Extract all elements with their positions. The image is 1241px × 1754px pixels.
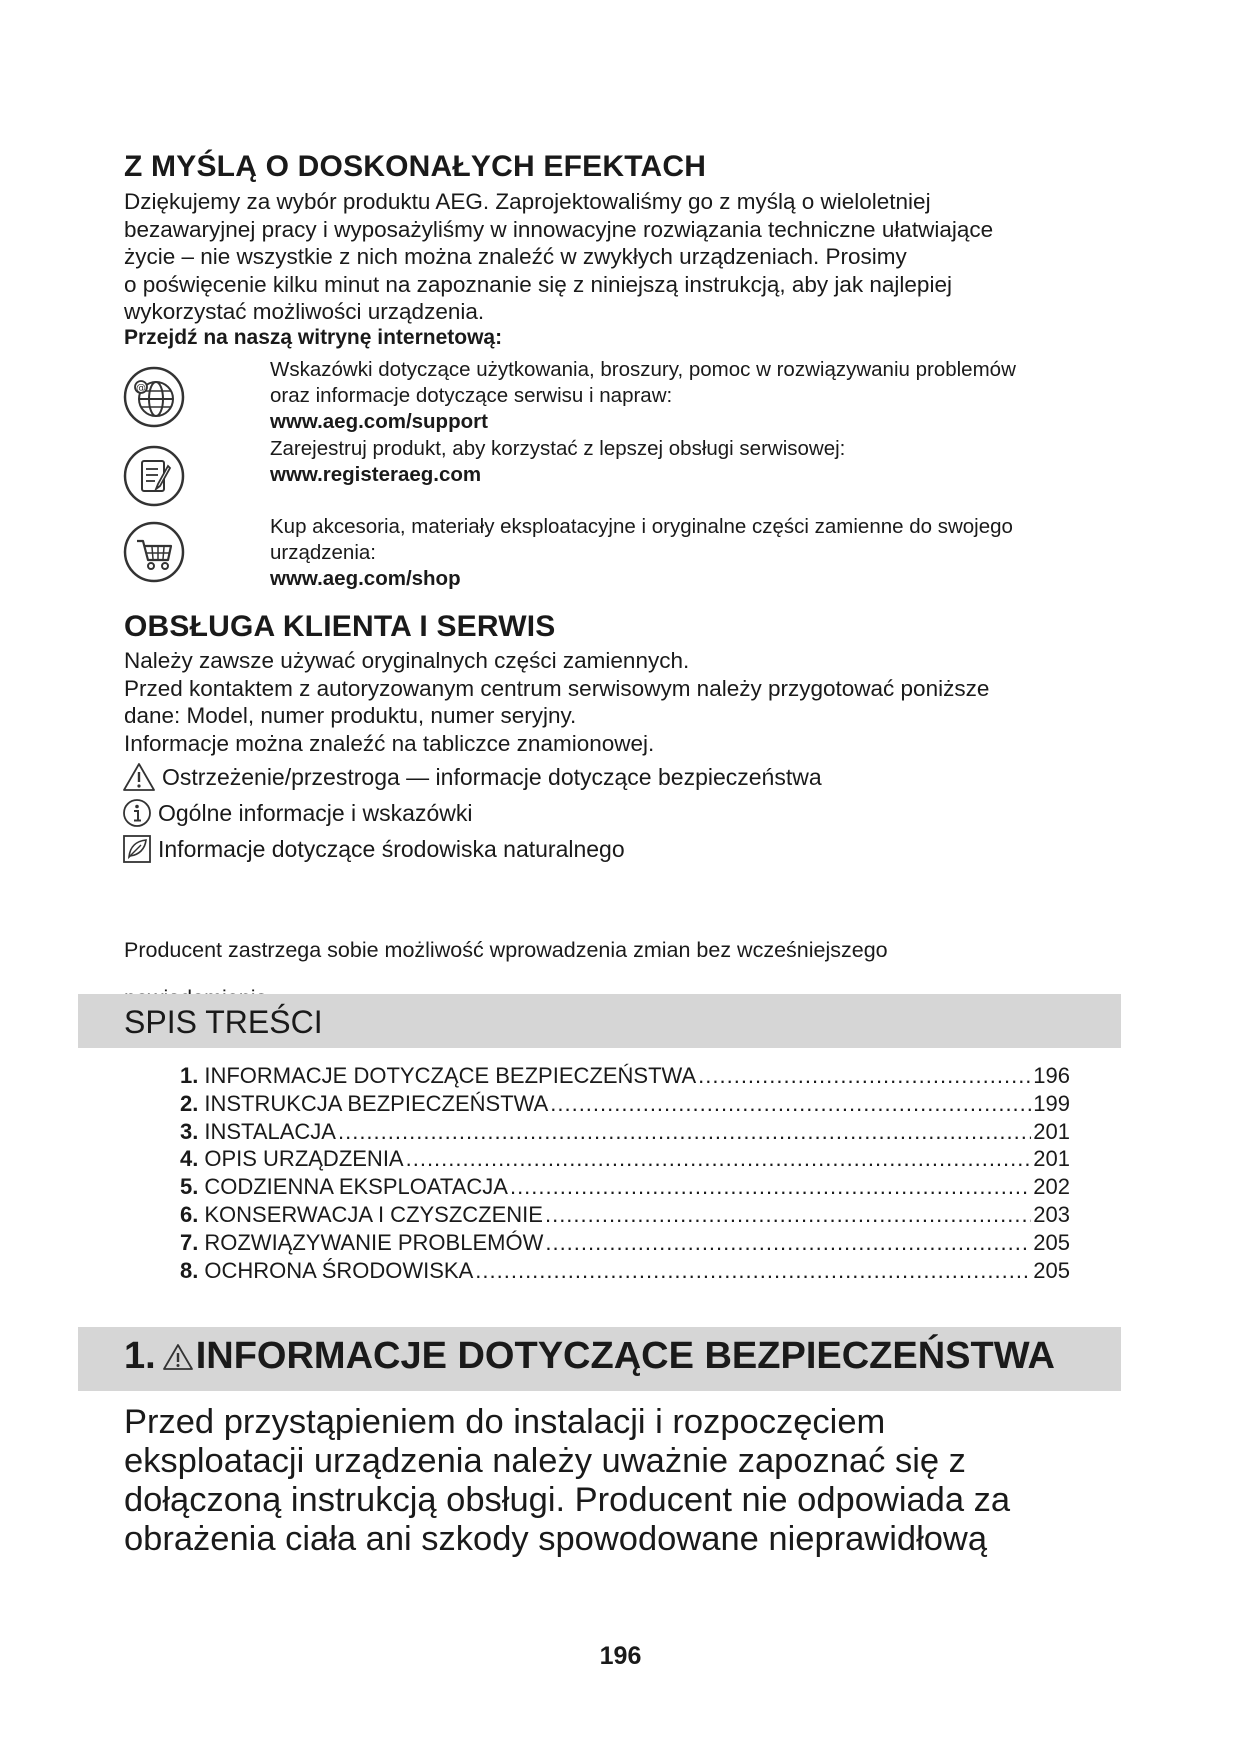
toc-leader <box>545 1230 1031 1256</box>
toc-leader <box>545 1202 1031 1228</box>
toc-number: 4. <box>180 1146 199 1172</box>
toc-page: 201 <box>1033 1118 1070 1144</box>
intro-line: życie – nie wszystkie z nich można znaleźć w zwykłych urządzeniach. Prosimy <box>124 244 907 269</box>
toc-list <box>180 1063 1070 1285</box>
leaf-icon <box>122 834 152 864</box>
intro-paragraph <box>124 188 1124 326</box>
toc-number: 5. <box>180 1174 199 1200</box>
toc-leader <box>698 1063 1031 1089</box>
toc-number: 3. <box>180 1118 199 1144</box>
intro-line: bezawaryjnej pracy i wyposażyliśmy w innowacyjne rozwiązania techniczne ułatwiające <box>124 216 994 242</box>
link-description: Zarejestruj produkt, aby korzystać z lepszej obsługi serwisowej: <box>270 437 846 460</box>
toc-entry[interactable] <box>180 1258 1070 1286</box>
toc-title-text: OCHRONA ŚRODOWISKA <box>204 1257 474 1283</box>
toc-title-text: KONSERWACJA I CZYSZCZENIE <box>204 1201 543 1227</box>
toc-page: 203 <box>1033 1201 1070 1227</box>
legend-text: Informacje dotyczące środowiska naturalnego <box>158 835 625 862</box>
legend-environment <box>122 834 625 864</box>
toc-entry[interactable] <box>180 1174 1070 1202</box>
toc-page: 205 <box>1033 1257 1070 1283</box>
info-icon <box>122 798 152 828</box>
warning-icon <box>122 762 156 792</box>
shop-link-block <box>270 514 1120 592</box>
service-line: Należy zawsze używać oryginalnych części zamiennych. <box>124 648 690 673</box>
toc-page: 196 <box>1033 1063 1070 1088</box>
toc-page: 199 <box>1033 1090 1070 1116</box>
toc-number: 2. <box>180 1090 199 1116</box>
link-description: oraz informacje dotyczące serwisu i napraw: <box>270 384 673 407</box>
toc-title-text: INSTRUKCJA BEZPIECZEŃSTWA <box>204 1090 549 1116</box>
shop-url-link[interactable]: www.aeg.com/shop <box>270 567 461 590</box>
intro-line: o poświęcenie kilku minut na zapoznanie się z niniejszą instrukcją, aby jak najlepiej <box>124 271 952 297</box>
toc-number: 6. <box>180 1201 199 1227</box>
register-document-icon <box>122 444 186 508</box>
service-line: Informacje można znaleźć na tabliczce znamionowej. <box>124 730 655 756</box>
toc-leader <box>406 1146 1032 1172</box>
globe-icon <box>122 365 186 429</box>
notice-line: Producent zastrzega sobie możliwość wprowadzenia zmian bez wcześniejszego <box>124 937 888 962</box>
section1-intro-line: obrażenia ciała ani szkody spowodowane nieprawidłową <box>124 1520 988 1558</box>
section1-title: INFORMACJE DOTYCZĄCE BEZPIECZEŃSTWA <box>195 1335 1055 1377</box>
legend-info <box>122 798 472 828</box>
register-link-block <box>270 436 1120 488</box>
intro-heading: Z MYŚLĄ O DOSKONAŁYCH EFEKTACH <box>124 150 707 183</box>
toc-number: 8. <box>180 1257 199 1283</box>
toc-title-text: ROZWIĄZYWANIE PROBLEMÓW <box>204 1229 544 1255</box>
section1-intro-line: dołączoną instrukcją obsługi. Producent nie odpowiada za <box>124 1481 1011 1519</box>
toc-number: 1. <box>180 1063 199 1088</box>
toc-leader <box>550 1091 1031 1117</box>
support-url-link[interactable]: www.aeg.com/support <box>270 410 488 433</box>
intro-line: Dziękujemy za wybór produktu AEG. Zaprojektowaliśmy go z myślą o wieloletniej <box>124 189 931 214</box>
intro-line: wykorzystać możliwości urządzenia. <box>124 299 485 324</box>
toc-title: SPIS TREŚCI <box>124 1004 323 1040</box>
toc-entry[interactable] <box>180 1119 1070 1147</box>
page-number: 196 <box>599 1642 642 1670</box>
toc-page: 202 <box>1033 1174 1070 1200</box>
toc-entry[interactable] <box>180 1146 1070 1174</box>
toc-leader <box>338 1119 1031 1145</box>
section1-heading <box>124 1335 1055 1378</box>
shopping-cart-icon <box>122 520 186 584</box>
service-line: dane: Model, numer produktu, numer seryjny. <box>124 703 577 728</box>
legend-warning <box>122 762 822 792</box>
toc-title-text: CODZIENNA EKSPLOATACJA <box>204 1174 508 1200</box>
toc-title-text: OPIS URZĄDZENIA <box>204 1146 404 1172</box>
toc-entry[interactable] <box>180 1230 1070 1258</box>
section1-intro-line: Przed przystąpieniem do instalacji i rozpoczęciem <box>124 1403 886 1441</box>
legend-text: Ostrzeżenie/przestroga — informacje dotyczące bezpieczeństwa <box>162 763 822 790</box>
toc-title-text: INSTALACJA <box>204 1118 336 1144</box>
register-url-link[interactable]: www.registeraeg.com <box>270 463 482 486</box>
toc-page: 205 <box>1033 1229 1070 1255</box>
toc-page: 201 <box>1033 1146 1070 1172</box>
section1-number: 1. <box>124 1335 156 1377</box>
legend-text: Ogólne informacje i wskazówki <box>158 799 473 826</box>
toc-entry[interactable] <box>180 1091 1070 1119</box>
toc-leader <box>510 1174 1031 1200</box>
toc-number: 7. <box>180 1229 199 1255</box>
section1-intro <box>124 1403 1124 1559</box>
service-heading: OBSŁUGA KLIENTA I SERWIS <box>124 610 556 643</box>
support-link-block <box>270 357 1120 435</box>
toc-title-text: INFORMACJE DOTYCZĄCE BEZPIECZEŃSTWA <box>204 1063 697 1088</box>
warning-icon <box>162 1342 194 1372</box>
service-paragraph <box>124 647 1124 757</box>
link-description: urządzenia: <box>270 541 376 564</box>
toc-entry[interactable] <box>180 1202 1070 1230</box>
link-description: Wskazówki dotyczące użytkowania, broszury, pomoc w rozwiązywaniu problemów <box>270 358 1016 381</box>
link-description: Kup akcesoria, materiały eksploatacyjne i oryginalne części zamienne do swojego <box>270 515 1013 538</box>
toc-entry[interactable] <box>180 1063 1070 1091</box>
website-prompt: Przejdź na naszą witrynę internetową: <box>124 326 503 349</box>
service-line: Przed kontaktem z autoryzowanym centrum serwisowym należy przygotować poniższe <box>124 675 990 701</box>
section1-intro-line: eksploatacji urządzenia należy uważnie zapoznać się z <box>124 1442 966 1480</box>
toc-leader <box>475 1258 1031 1284</box>
svg-text:@: @ <box>136 383 146 394</box>
